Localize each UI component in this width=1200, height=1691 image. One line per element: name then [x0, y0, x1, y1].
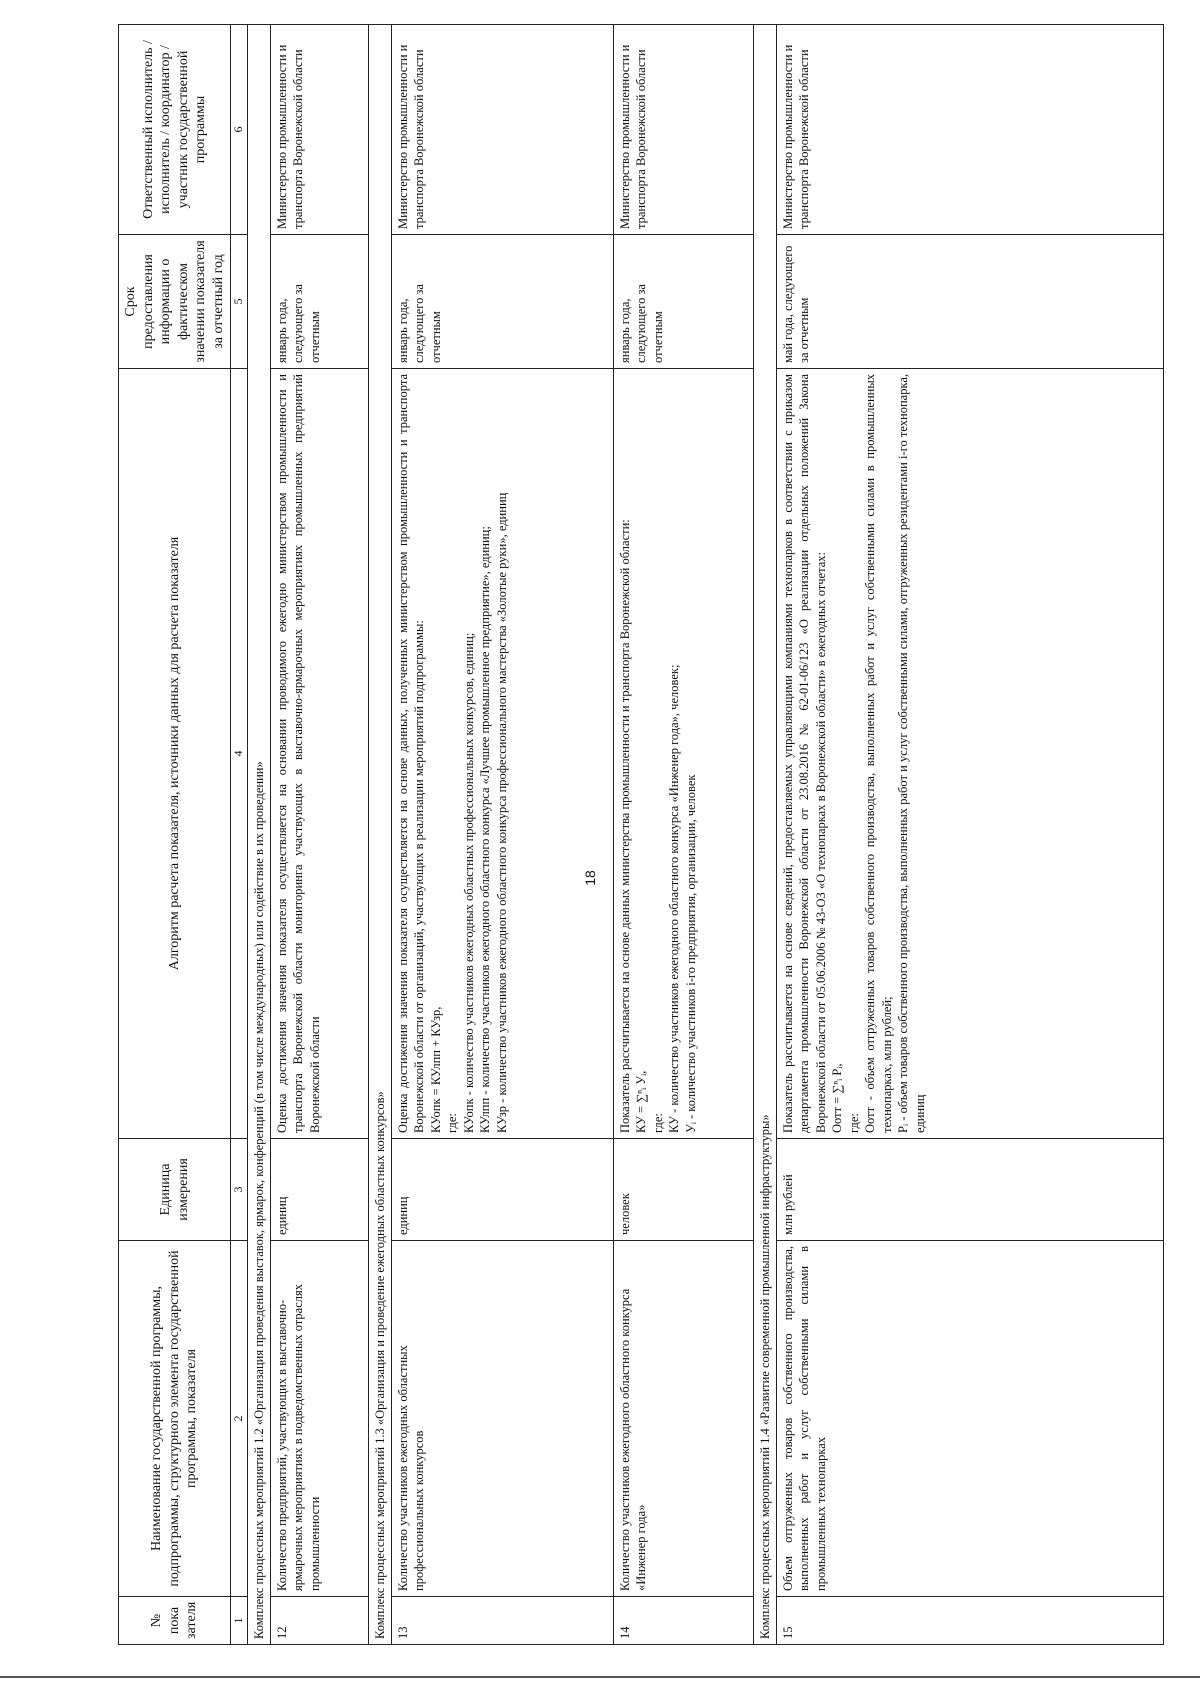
row-name: Объем отгруженных товаров собственного производства, выполненных работ и услуг собственными силами в промышленных технопарках	[776, 1241, 1163, 1597]
row-num: 12	[270, 1597, 368, 1645]
row-num: 14	[613, 1597, 753, 1645]
row-deadline: январь года, следующего за отчетным	[270, 235, 368, 369]
row-responsible: Министерство промышленности и транспорта Воронежской области	[776, 25, 1163, 235]
algorithm-line: Рᵢ - объем товаров собственного производства, выполненных работ и услуг собственными силами, отгруженных резидентами i-го технопарка, единиц	[896, 374, 927, 1133]
algorithm-line: где:	[846, 1113, 861, 1133]
row-unit: единиц	[391, 1139, 613, 1241]
column-number: 5	[231, 235, 248, 369]
algorithm-line: Оценка достижения значения показателя осуществляется на основе данных, полученных министерством промышленности и транспорта Воронежской области от организаций, участвующих в реализации мероприятий подпрограммы:	[395, 374, 427, 1133]
header-row	[119, 25, 231, 1645]
row-name: Количество участников ежегодного областного конкурса «Инженер года»	[613, 1241, 753, 1597]
algorithm-line: КУопк - количество участников ежегодных областных профессиональных конкурсов, единиц;	[461, 632, 476, 1133]
row-unit: млн рублей	[776, 1139, 1163, 1241]
column-number: 2	[231, 1241, 248, 1597]
row-name: Количество предприятий, участвующих в выставочно-ярмарочных мероприятиях в подведомственных отраслях промышленности	[270, 1241, 368, 1597]
algorithm-line: Показатель рассчитывается на основе сведений, предоставляемых управляющими компаниями технопарков в соответствии с приказом департамента промышленности Воронежской области от 23.08.2016 № 62-01-06/123 «О реализации отдельных положений Закона Воронежской области от 05.06.2006 № 43-ОЗ «О технопарках в Воронежской области» в ежегодных отчетах:	[780, 374, 828, 1133]
indicator-table	[118, 24, 1164, 1645]
row-algorithm	[391, 369, 613, 1139]
header-name: Наименование государственной программы, подпрограммы, структурного элемента государственной программы, показателя	[119, 1241, 231, 1597]
section-row	[753, 25, 776, 1645]
algorithm-line: Оценка достижения значения показателя осуществляется на основании проводимого ежегодно министерством промышленности и транспорта Воронежской области мониторинга участвующих в выставочно-ярмарочных мероприятиях промышленных предприятий Воронежской области	[274, 374, 322, 1133]
section-row	[247, 25, 270, 1645]
row-deadline: май года, следующего за отчетным	[776, 235, 1163, 369]
algorithm-line: Показатель рассчитывается на основе данных министерства промышленности и транспорта Воронежской области:	[617, 519, 632, 1133]
algorithm-line: Уᵢ - количество участников i-го предприятия, организации, человек	[683, 774, 698, 1133]
algorithm-line: где:	[445, 1113, 460, 1133]
formula-line: КУ = ∑ⁿᵢ Уᵢ,	[634, 1070, 649, 1133]
row-algorithm	[270, 369, 368, 1139]
algorithm-line: КУ - количество участников ежегодного областного конкурса «Инженер года», человек;	[667, 664, 682, 1133]
row-responsible: Министерство промышленности и транспорта Воронежской области	[613, 25, 753, 235]
column-number: 1	[231, 1597, 248, 1645]
table-row	[776, 25, 1163, 1645]
row-responsible: Министерство промышленности и транспорта Воронежской области	[270, 25, 368, 235]
algorithm-line: Оотт - объем отгруженных товаров собственного производства, выполненных работ и услуг собственными силами в промышленных технопарках, млн рублей;	[863, 374, 894, 1133]
formula-line: Оотт = ∑ⁿᵢ Рᵢ,	[830, 1063, 845, 1133]
page-number: 18	[581, 870, 598, 886]
column-number: 4	[231, 369, 248, 1139]
row-deadline: январь года, следующего за отчетным	[391, 235, 613, 369]
scan-edge-line	[0, 1676, 1200, 1678]
row-num: 15	[776, 1597, 1163, 1645]
header-responsible: Ответственный исполнитель / исполнитель / координатор / участник государственной программы	[119, 25, 231, 235]
header-unit: Единица измерения	[119, 1139, 231, 1241]
column-number: 6	[231, 25, 248, 235]
table-row	[391, 25, 613, 1645]
algorithm-line: КУзр - количество участников ежегодного областного конкурса профессионального мастерства «Золотые руки», единиц	[494, 492, 509, 1133]
header-deadline: Срок предоставления информации о фактическом значении показателя за отчетный год	[119, 235, 231, 369]
header-algorithm: Алгоритм расчета показателя, источники данных для расчета показателя	[119, 369, 231, 1139]
row-unit: человек	[613, 1139, 753, 1241]
header-num: № пока зателя	[119, 1597, 231, 1645]
section-title: Комплекс процессных мероприятий 1.3 «Организация и проведение ежегодных областных конкурсов»	[368, 25, 391, 1645]
section-title: Комплекс процессных мероприятий 1.2 «Организация проведения выставок, ярмарок, конференций (в том числе международных) или содействие в их проведении»	[247, 25, 270, 1645]
row-deadline: январь года, следующего за отчетным	[613, 235, 753, 369]
algorithm-line: КУлпп - количество участников ежегодного областного конкурса «Лучшее промышленное предприятие», единиц;	[478, 526, 493, 1133]
section-row	[368, 25, 391, 1645]
algorithm-line: где:	[650, 1113, 665, 1133]
row-responsible: Министерство промышленности и транспорта Воронежской области	[391, 25, 613, 235]
row-algorithm	[613, 369, 753, 1139]
table-row	[270, 25, 368, 1645]
row-name: Количество участников ежегодных областных профессиональных конкурсов	[391, 1241, 613, 1597]
row-algorithm	[776, 369, 1163, 1139]
rotated-table-wrapper	[118, 25, 1164, 1645]
formula-line: КУопк = КУлпп + КУзр,	[428, 1006, 443, 1133]
section-title: Комплекс процессных мероприятий 1.4 «Развитие современной промышленной инфраструктуры»	[753, 25, 776, 1645]
table-row	[613, 25, 753, 1645]
row-unit: единиц	[270, 1139, 368, 1241]
row-num: 13	[391, 1597, 613, 1645]
column-number-row	[231, 25, 248, 1645]
column-number: 3	[231, 1139, 248, 1241]
